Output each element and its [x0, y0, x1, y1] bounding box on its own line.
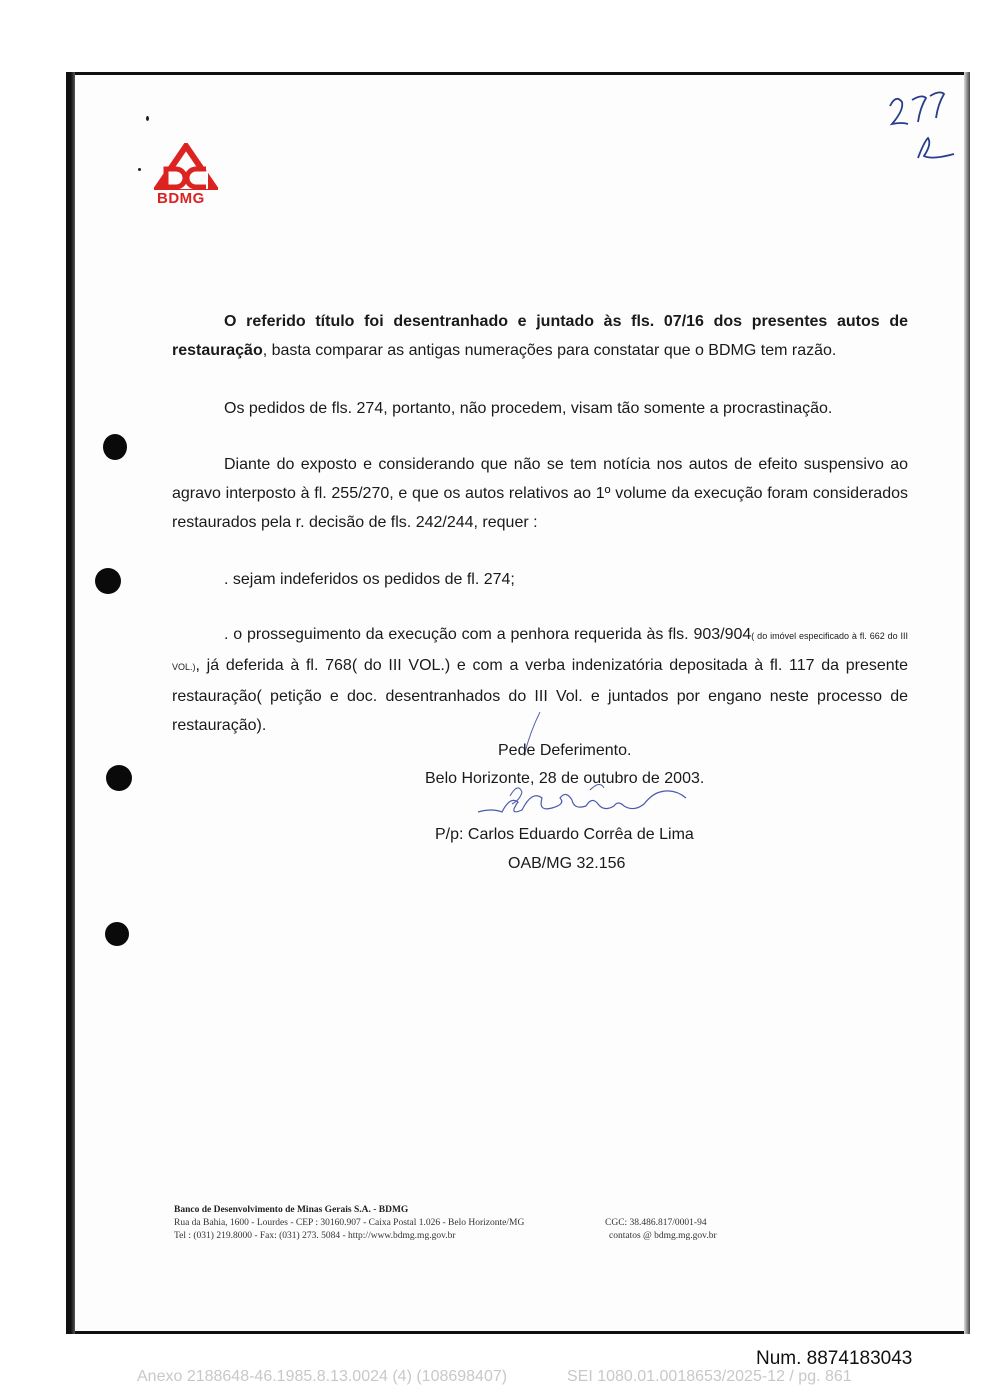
paragraph-considering: Diante do exposto e considerando que não se tem notícia nos autos de efeito suspensivo ao agravo interposto à fl. 255/270, e que os autos relativos ao 1º volume da execução foram considerados restaurados pela r. decisão de fls. 242/244, requer : — [172, 456, 908, 531]
closing-place-date: Belo Horizonte, 28 de outubro de 2003. — [425, 770, 705, 787]
document-number: Num. 8874183043 — [756, 1348, 913, 1369]
scan-speck — [138, 168, 141, 171]
closing-oab: OAB/MG 32.156 — [508, 855, 626, 872]
punch-hole — [95, 568, 121, 594]
paragraph-requests-denied: Os pedidos de fls. 274, portanto, não procedem, visam tão somente a procrastinação. — [224, 400, 833, 417]
paragraph-item-proceed-note: ( do imóvel especificado à fl. 662 do III VOL.) — [172, 631, 908, 672]
punch-hole — [106, 765, 132, 791]
scan-right-edge — [964, 72, 970, 1334]
punch-hole — [103, 434, 127, 460]
paragraph-title-restoration — [172, 307, 908, 365]
logo-text: BDMG — [157, 190, 205, 207]
scan-speck — [146, 116, 149, 121]
footer-email: contatos @ bdmg.mg.gov.br — [609, 1231, 717, 1241]
sei-stamp: SEI 1080.01.0018653/2025-12 / pg. 861 — [567, 1368, 852, 1385]
paragraph-item-proceed-b: , já deferida à fl. 768( do III VOL.) e com a verba indenizatória depositada à fl. 117 da presente restauração( petição e doc. desentranhados do III Vol. e juntados por engano neste processo de restauração). — [172, 657, 908, 734]
footer-address: Rua da Bahia, 1600 - Lourdes - CEP : 30160.907 - Caixa Postal 1.026 - Belo Horizonte/MG — [174, 1218, 525, 1228]
closing-request: Pede Deferimento. — [498, 742, 632, 759]
punch-hole — [105, 922, 129, 946]
scan-left-edge — [66, 72, 75, 1334]
anexo-stamp: Anexo 2188648-46.1985.8.13.0024 (4) (108698407) — [137, 1368, 508, 1385]
footer-contact: Tel : (031) 219.8000 - Fax: (031) 273. 5084 - http://www.bdmg.mg.gov.br — [174, 1231, 456, 1241]
paragraph-item-proceed-a: . o prosseguimento da execução com a penhora requerida às fls. 903/904 — [224, 626, 752, 643]
footer-cgc: CGC: 38.486.817/0001-94 — [605, 1218, 707, 1228]
paragraph-bold-lead: O referido título foi desentranhado e juntado às fls. 07/16 dos presentes autos de restauração — [172, 313, 908, 359]
paragraph-item-dismiss: . sejam indeferidos os pedidos de fl. 274; — [224, 571, 515, 588]
closing-signatory: P/p: Carlos Eduardo Corrêa de Lima — [435, 826, 694, 843]
footer-company: Banco de Desenvolvimento de Minas Gerais S.A. - BDMG — [174, 1205, 409, 1215]
paragraph-rest: , basta comparar as antigas numerações para constatar que o BDMG tem razão. — [262, 342, 837, 359]
